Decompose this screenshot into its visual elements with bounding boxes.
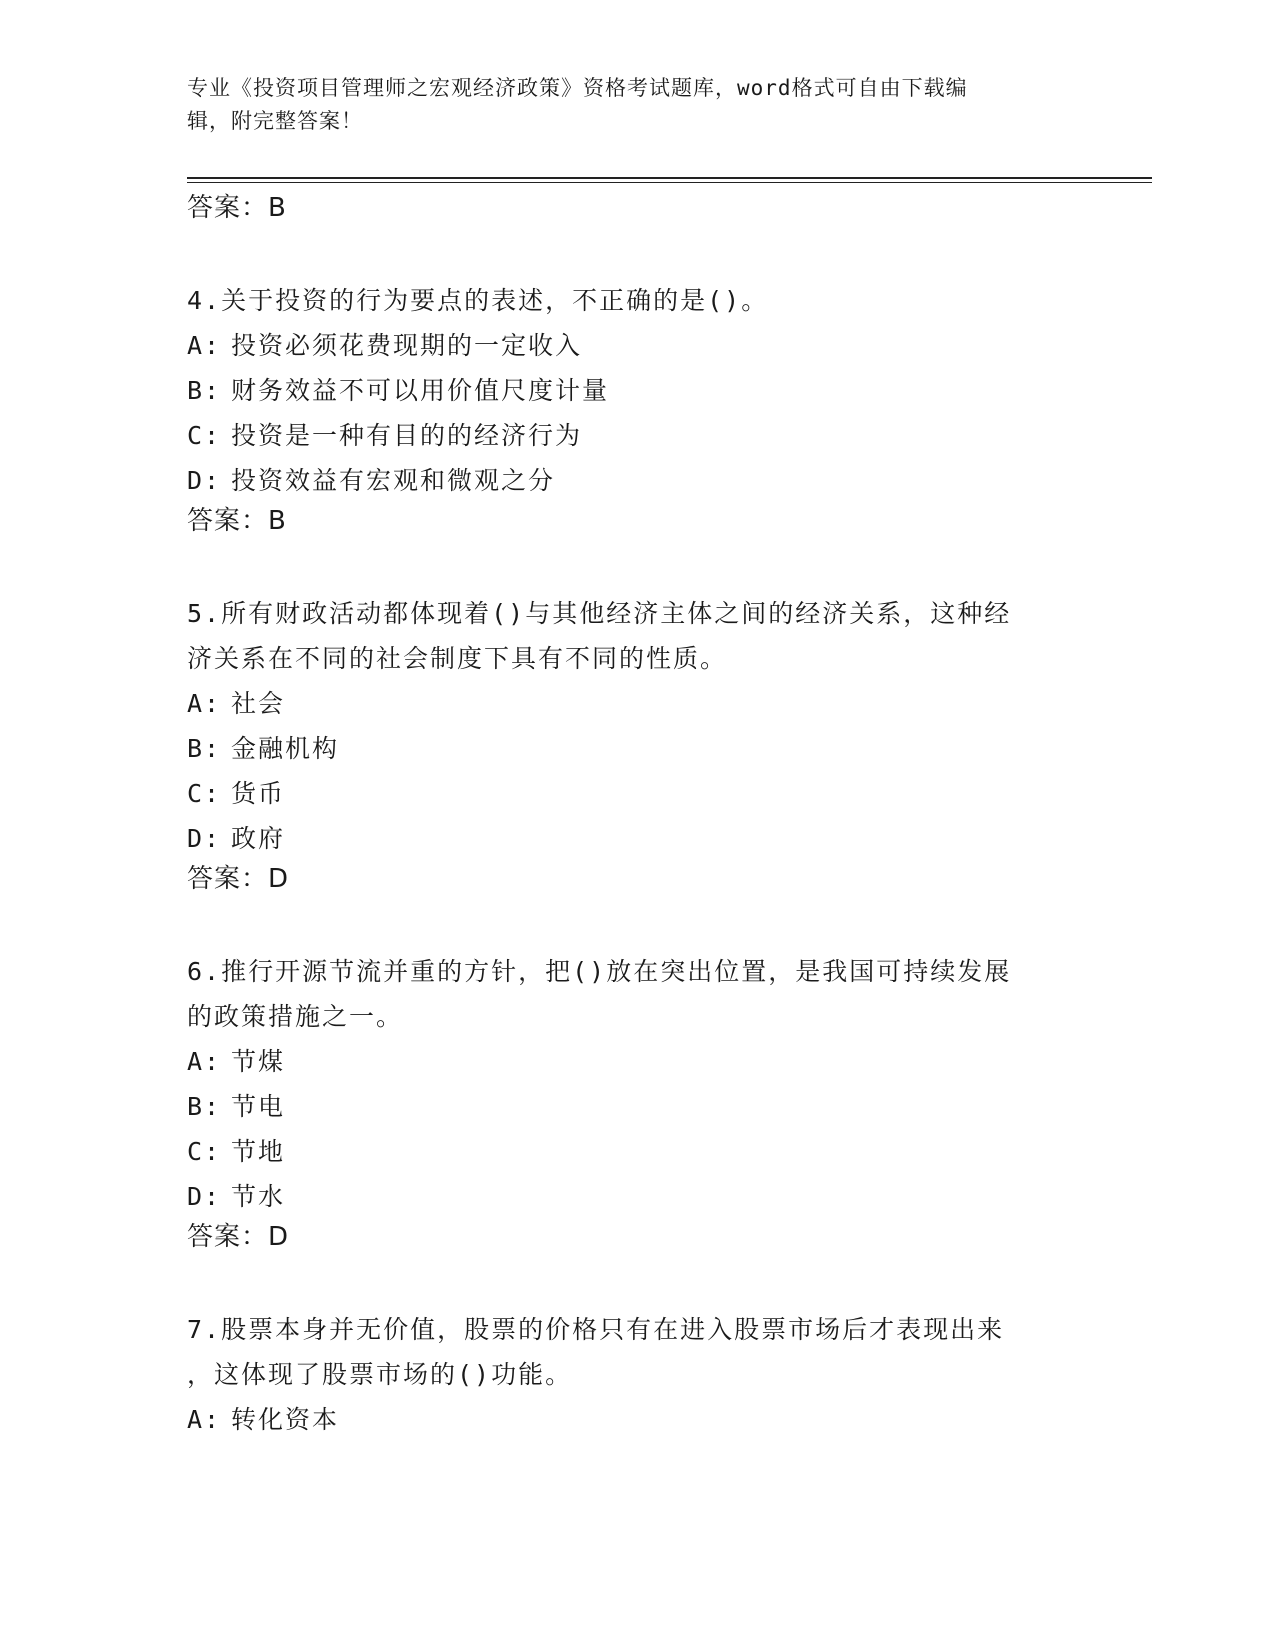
question-block <box>187 949 1087 1255</box>
option-letter: C: <box>187 421 222 450</box>
question-text: 6.推行开源节流并重的方针，把()放在突出位置，是我国可持续发展 <box>187 957 1012 986</box>
question-block <box>187 278 1087 539</box>
option-text: 投资是一种有目的的经济行为 <box>231 421 583 450</box>
question-text-continued: 的政策措施之一。 <box>187 1002 404 1031</box>
option-letter: B: <box>187 1092 222 1121</box>
header-divider-thin <box>187 182 1152 183</box>
answer-line: 答案：B <box>187 506 287 536</box>
header-line-2: 辑，附完整答案！ <box>187 109 363 133</box>
option-letter: A: <box>187 1047 222 1076</box>
option-letter: B: <box>187 376 222 405</box>
option-letter: B: <box>187 734 222 763</box>
option-d <box>187 816 1087 861</box>
option-text: 投资效益有宏观和微观之分 <box>231 466 556 495</box>
option-b <box>187 368 1087 413</box>
question-list <box>187 190 1087 1442</box>
option-a <box>187 1397 1087 1442</box>
question-text-continued: ，这体现了股票市场的()功能。 <box>187 1360 573 1389</box>
option-text: 社会 <box>231 689 286 718</box>
header-divider-thick <box>187 177 1152 179</box>
option-letter: D: <box>187 466 222 495</box>
option-text: 财务效益不可以用价值尺度计量 <box>231 376 610 405</box>
question-text: 5.所有财政活动都体现着()与其他经济主体之间的经济关系，这种经 <box>187 599 1012 628</box>
question-text: 4.关于投资的行为要点的表述，不正确的是()。 <box>187 286 769 315</box>
option-a <box>187 681 1087 726</box>
option-text: 节电 <box>231 1092 286 1121</box>
header-line-1: 专业《投资项目管理师之宏观经济政策》资格考试题库，word格式可自由下载编 <box>187 76 968 100</box>
option-a <box>187 1039 1087 1084</box>
option-text: 政府 <box>231 824 286 853</box>
option-text: 节煤 <box>231 1047 286 1076</box>
option-letter: D: <box>187 824 222 853</box>
answer-line: 答案：B <box>187 193 287 223</box>
question-text: 7.股票本身并无价值，股票的价格只有在进入股票市场后才表现出来 <box>187 1315 1005 1344</box>
option-letter: D: <box>187 1182 222 1211</box>
question-text-continued: 济关系在不同的社会制度下具有不同的性质。 <box>187 644 728 673</box>
document-header <box>187 72 1067 138</box>
option-b <box>187 1084 1087 1129</box>
option-text: 节水 <box>231 1182 286 1211</box>
question-block <box>187 591 1087 897</box>
option-letter: A: <box>187 331 222 360</box>
option-letter: C: <box>187 1137 222 1166</box>
option-a <box>187 323 1087 368</box>
option-c <box>187 1129 1087 1174</box>
question-block <box>187 1307 1087 1442</box>
option-text: 转化资本 <box>231 1405 340 1434</box>
option-letter: A: <box>187 1405 222 1434</box>
answer-line: 答案：D <box>187 1222 290 1252</box>
option-text: 金融机构 <box>231 734 340 763</box>
answer-line: 答案：D <box>187 864 290 894</box>
option-c <box>187 413 1087 458</box>
option-d <box>187 458 1087 503</box>
option-letter: C: <box>187 779 222 808</box>
option-text: 货币 <box>231 779 286 808</box>
option-b <box>187 726 1087 771</box>
option-text: 投资必须花费现期的一定收入 <box>231 331 583 360</box>
option-c <box>187 771 1087 816</box>
option-d <box>187 1174 1087 1219</box>
option-text: 节地 <box>231 1137 286 1166</box>
option-letter: A: <box>187 689 222 718</box>
